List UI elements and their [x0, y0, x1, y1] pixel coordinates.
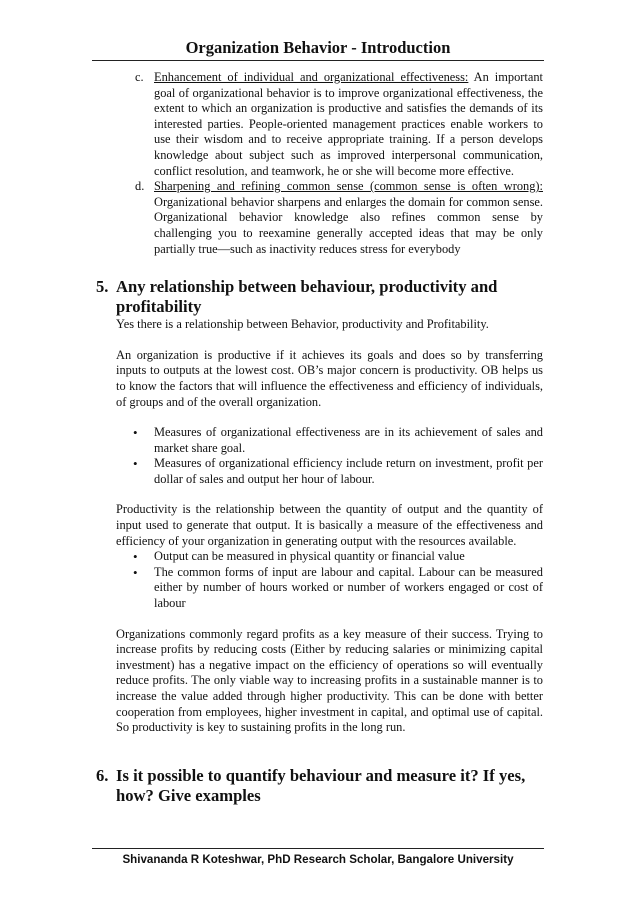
page-body: [96, 70, 543, 806]
list-item: [116, 549, 543, 565]
section-5-answer: Yes there is a relationship between Behavior, productivity and Profitability.: [116, 317, 489, 332]
bullet-text: The common forms of input are labour and capital. Labour can be measured either by number of hours worked or number of workers engaged or cost of labour: [154, 564, 543, 611]
list-item-c: [116, 70, 543, 179]
bullet-text: Measures of organizational efficiency include return on investment, profit per dollar of sales and output her hour of labour.: [154, 456, 543, 486]
section-5-heading: [96, 277, 543, 317]
list-item-c-text: An important goal of organizational behavior is to improve organizational effectiveness, the extent to which an organization is productive and satisfies the demands of its interested parties. People-oriented management practices enable workers to use their wisdom and to receive appropriate training. If a person develops knowledge about subject such as improved interpersonal communication, conflict resolution, and teamwork, he or she will become more effective.: [154, 70, 543, 178]
section-5-title: Any relationship between behaviour, productivity and profitability: [116, 277, 498, 317]
page-header-title: Organization Behavior - Introduction: [185, 38, 451, 57]
section-5-number: 5.: [96, 277, 109, 297]
bullet-text: Output can be measured in physical quantity or financial value: [154, 549, 465, 564]
footer-divider: [92, 848, 544, 849]
page-footer-author: Shivananda R Koteshwar, PhD Research Scholar, Bangalore University: [122, 853, 514, 866]
section-5-paragraph-3: Organizations commonly regard profits as a key measure of their success. Trying to increase profits by reducing costs (Either by reducing salaries or minimizing capital investment) has a negative impact on the efficiency of operations so will eventually reduce profits. The only viable way to increasing profits in a sustainable manner is to increase the value added through higher productivity. This can be done with better cooperation from employees, higher investment in capital, and optimal use of capital. So productivity is key to sustaining profits in the long run.: [116, 626, 543, 735]
section-5-paragraph-2: Productivity is the relationship between the quantity of output and the quantity of input used to generate that output. It is basically a measure of the effectiveness and efficiency of your organization in generating output with the resources available.: [116, 502, 543, 548]
bullet-icon: •: [133, 425, 138, 441]
bullet-list-1: [116, 425, 543, 487]
section-6-heading: [96, 766, 543, 806]
list-item: [116, 456, 543, 487]
header-divider: [92, 60, 544, 61]
section-5-paragraph-1: An organization is productive if it achieves its goals and does so by transferring inputs to outputs at the lowest cost. OB’s major concern is productivity. OB helps us to know the factors that will influence the effectiveness and efficiency of individuals, of groups and of the overall organization.: [116, 347, 543, 409]
section-6-number: 6.: [96, 765, 109, 785]
list-item-d-heading: Sharpening and refining common sense (common sense is often wrong):: [154, 179, 543, 194]
section-6-title: Is it possible to quantify behaviour and measure it? If yes, how? Give examples: [116, 765, 526, 805]
list-item-c-heading: Enhancement of individual and organizational effectiveness:: [154, 70, 469, 84]
bullet-icon: •: [133, 456, 138, 472]
bullet-icon: •: [133, 549, 138, 565]
list-marker-c: c.: [135, 70, 144, 84]
list-item-d-text: Organizational behavior sharpens and enlarges the domain for common sense. Organizational behavior knowledge also refines common sense by challenging you to reexamine generally accepted ideas that may be only partially true—such as inactivity reduces stress for everybody: [154, 194, 543, 256]
bullet-text: Measures of organizational effectiveness are in its achievement of sales and market share goal.: [154, 425, 543, 455]
list-marker-d: d.: [135, 179, 145, 194]
bullet-list-2: [116, 549, 543, 611]
bullet-icon: •: [133, 564, 138, 580]
list-item: [116, 565, 543, 612]
list-item-d: [116, 179, 543, 257]
list-item: [116, 425, 543, 456]
